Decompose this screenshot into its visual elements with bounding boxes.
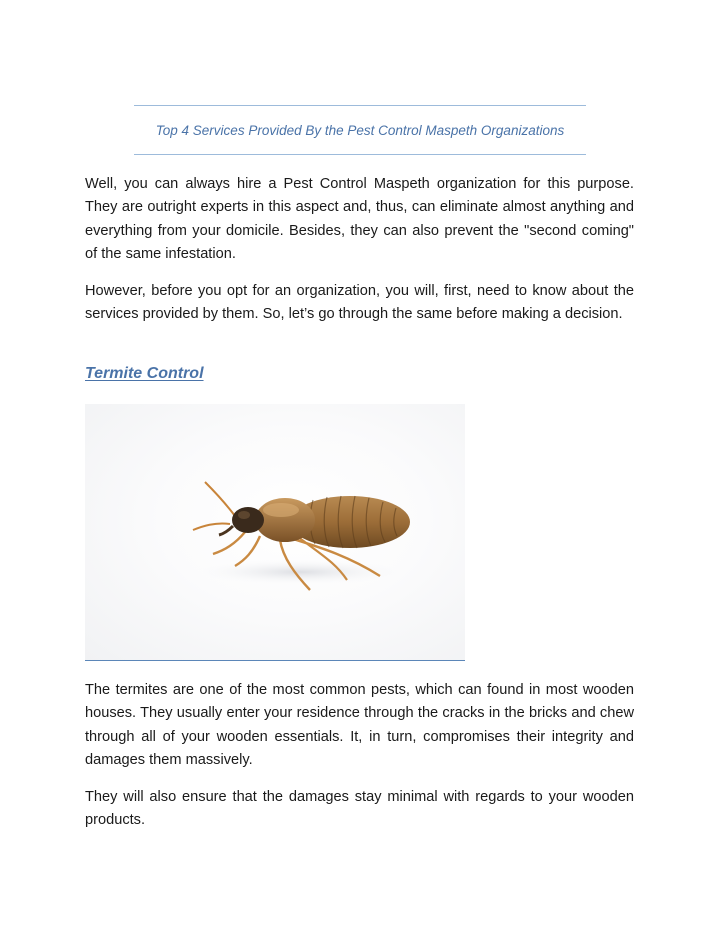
termite-description-paragraph: The termites are one of the most common pests, which can found in most wooden houses. They usually enter your residence through the cracks in the bricks and chew through all of your wooden essentials. It, in turn, compromises their integrity and damages them massively. [85, 682, 634, 768]
document-title: Top 4 Services Provided By the Pest Control Maspeth Organizations [155, 122, 565, 138]
intro-paragraph: Well, you can always hire a Pest Control Maspeth organization for this purpose. They are outright experts in this aspect and, thus, can eliminate almost anything and everything from your domicile. Besides, they can also prevent the "second coming" of the same infestation. [85, 176, 634, 262]
services-paragraph: However, before you opt for an organization, you will, first, need to know about the services provided by them. So, let’s go through the same before making a decision. [85, 283, 634, 323]
termite-damage-paragraph: They will also ensure that the damages stay minimal with regards to your wooden products. [85, 789, 634, 829]
section-heading-termite-control: Termite Control [85, 365, 204, 382]
termite-image [85, 404, 465, 661]
title-block [134, 105, 586, 155]
termite-illustration [85, 404, 465, 660]
